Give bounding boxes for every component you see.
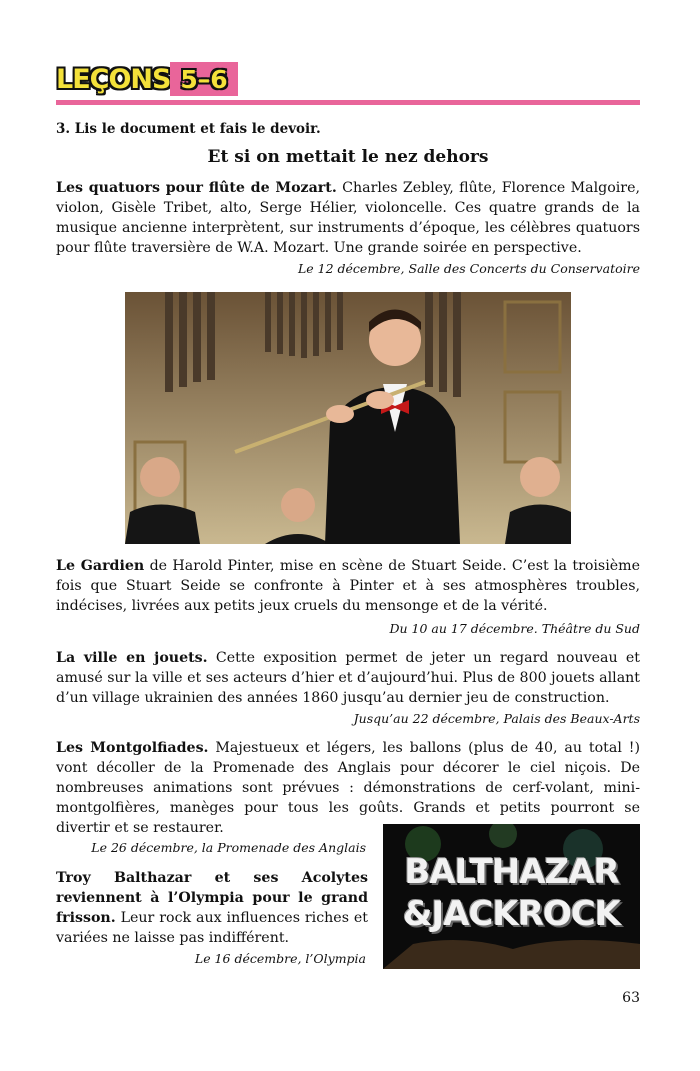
flutist-illustration: [125, 292, 571, 544]
band-logo-line-2: &JACKROCK: [402, 894, 621, 934]
article-text: de Harold Pinter, mise en scène de Stuart Seide. C’est la troisième fois que Stuart Seide se confronte à Pinter et à ses atmosphères troubles, indécises, livrées aux petits jeux cruels du mensonge et de la vérité.: [56, 558, 640, 614]
article-info: Du 10 au 17 décembre. Théâtre du Sud: [389, 621, 640, 636]
article-info: Le 16 décembre, l’Olympia: [194, 951, 366, 966]
band-logo-line-1: BALTHAZAR: [404, 852, 619, 892]
task-instruction: 3. Lis le document et fais le devoir.: [56, 121, 321, 137]
band-logo-photo: [383, 824, 640, 969]
article-troy-balthazar: [56, 868, 368, 948]
page-number: 63: [622, 990, 640, 1006]
article-text: Cette exposition permet de jeter un regard nouveau et amusé sur la ville et ses acteurs d’hier et d’aujourd’hui. Plus de 800 jouets allant d’un village ukrainien des années 1860 jusqu’au dernier jeu de construction.: [56, 650, 640, 706]
article-info: Le 26 décembre, la Promenade des Anglais: [91, 840, 366, 855]
article-text: Majestueux et légers, les ballons (plus de 40, au total !) vont décoller de la Promenade des Anglais pour décorer le ciel niçois. De nombreuses animations sont prévues : démonstrations de cerf-volant, mini-montgolfières, manèges pour tous les goûts. Grands et petits pourront se divertir et se restaurer.: [56, 740, 640, 836]
article-montgolfiades: [56, 738, 640, 838]
article-text: Charles Zebley, flûte, Florence Malgoire, violon, Gisèle Tribet, alto, Serge Hélier, violoncelle. Ces quatre grands de la musique ancienne interprètent, sur instruments d’époque, les célèbres quatuors pour flûte traversière de W.A. Mozart. Une grande soirée en perspective.: [56, 180, 640, 256]
article-heading: La ville en jouets.: [56, 650, 208, 666]
article-info: Jusqu’au 22 décembre, Palais des Beaux-Arts: [353, 711, 640, 726]
lesson-label: LEÇONS: [56, 64, 171, 95]
article-ville-en-jouets: [56, 648, 640, 708]
header-divider: [56, 100, 640, 105]
article-text: Leur rock aux influences riches et variées ne laisse pas indifférent.: [56, 910, 368, 946]
article-info: Le 12 décembre, Salle des Concerts du Conservatoire: [297, 261, 640, 276]
document-title: Et si on mettait le nez dehors: [207, 147, 489, 167]
lesson-range-badge: 5–6: [170, 62, 238, 96]
article-heading: Les quatuors pour flûte de Mozart.: [56, 180, 337, 196]
article-heading: Troy Balthazar et ses Acolytes reviennent à l’Olympia pour le grand frisson.: [56, 870, 368, 926]
concert-photo: [125, 292, 571, 544]
article-le-gardien: [56, 556, 640, 616]
article-heading: Le Gardien: [56, 558, 145, 574]
article-mozart: [56, 178, 640, 258]
article-heading: Les Montgolfiades.: [56, 740, 209, 756]
